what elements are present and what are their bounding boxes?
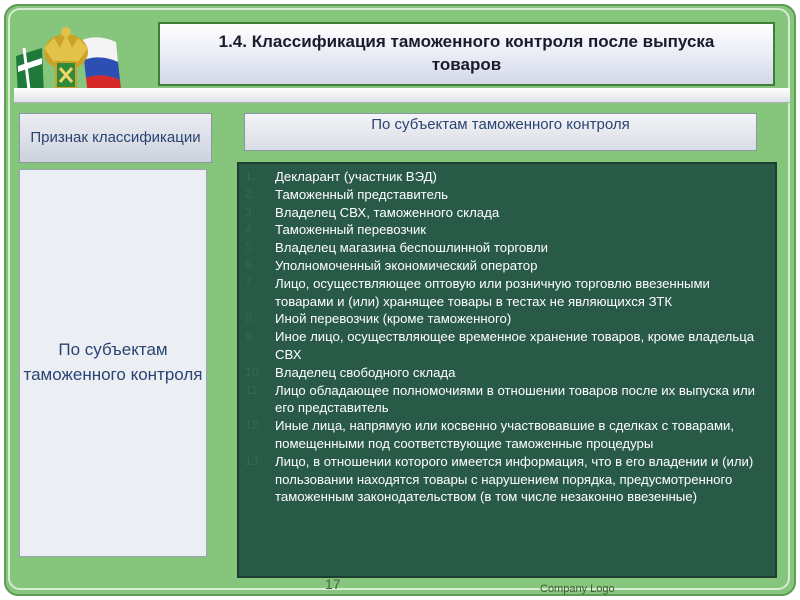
item-number: 9. [245, 329, 256, 344]
list-item [245, 186, 767, 204]
item-text: Владелец магазина беспошлинной торговли [275, 240, 549, 256]
subjects-list-panel [237, 162, 777, 578]
list-item [245, 275, 767, 311]
list-item [245, 204, 767, 222]
list-item [245, 239, 767, 257]
list-item [245, 168, 767, 186]
list-item [245, 453, 767, 506]
eagle-emblem-icon [44, 27, 88, 88]
list-item [245, 382, 767, 418]
list-item [245, 417, 767, 453]
list-item [245, 310, 767, 328]
item-text: Лицо, осуществляющее оптовую или розничную торговлю ввезенными товарами и (или) хранящее товары в тестах не являющихся ЗТК [275, 275, 710, 309]
item-text: Уполномоченный экономический оператор [275, 257, 538, 273]
item-text: Лицо, в отношении которого имеется информация, что в его владении и (или) пользовании находятся товары с нарушением порядка, предусмотренного таможенным законодательством (в том числе незаконно ввезенные) [275, 453, 754, 505]
list-item [245, 257, 767, 275]
item-number: 11. [245, 382, 261, 397]
item-text: Иное лицо, осуществляющее временное хранение товаров, кроме владельца СВХ [275, 329, 755, 362]
subjects-header: По субъектам таможенного контроля [244, 113, 757, 151]
item-text: Лицо обладающее полномочиями в отношении товаров после их выпуска или его представитель [275, 382, 756, 416]
classification-header: Признак классификации [19, 113, 212, 163]
customs-emblem-icon [14, 18, 124, 98]
subjects-list [239, 164, 775, 506]
item-number: 1. [245, 169, 256, 183]
item-number: 13. [245, 453, 262, 468]
item-number: 6. [245, 257, 256, 272]
company-logo: Company Logo [540, 583, 615, 595]
list-item [245, 328, 767, 364]
list-item [245, 221, 767, 239]
item-number: 2. [245, 186, 256, 201]
item-number: 4. [245, 222, 256, 237]
item-number: 12. [245, 418, 262, 433]
list-item [245, 364, 767, 382]
page-number: 17 [325, 576, 341, 592]
classification-label: По субъектам таможенного контроля [19, 169, 207, 557]
item-text: Иной перевозчик (кроме таможенного) [275, 311, 512, 327]
item-text: Иные лица, напрямую или косвенно участвовавшие в сделках с товарами, помещенными под соответствующие таможенные процедуры [275, 418, 735, 451]
item-text: Декларант (участник ВЭД) [275, 169, 437, 184]
item-number: 5. [245, 240, 256, 255]
item-number: 10. [245, 364, 262, 379]
item-number: 7. [245, 275, 256, 290]
item-text: Таможенный перевозчик [275, 222, 427, 238]
item-number: 8. [245, 311, 256, 326]
item-number: 3. [245, 204, 256, 219]
title-underline-strip [14, 88, 790, 103]
item-text: Таможенный представитель [275, 186, 449, 202]
item-text: Владелец свободного склада [275, 364, 456, 380]
slide-title: 1.4. Классификация таможенного контроля после выпуска товаров [158, 22, 775, 86]
item-text: Владелец СВХ, таможенного склада [275, 204, 500, 220]
